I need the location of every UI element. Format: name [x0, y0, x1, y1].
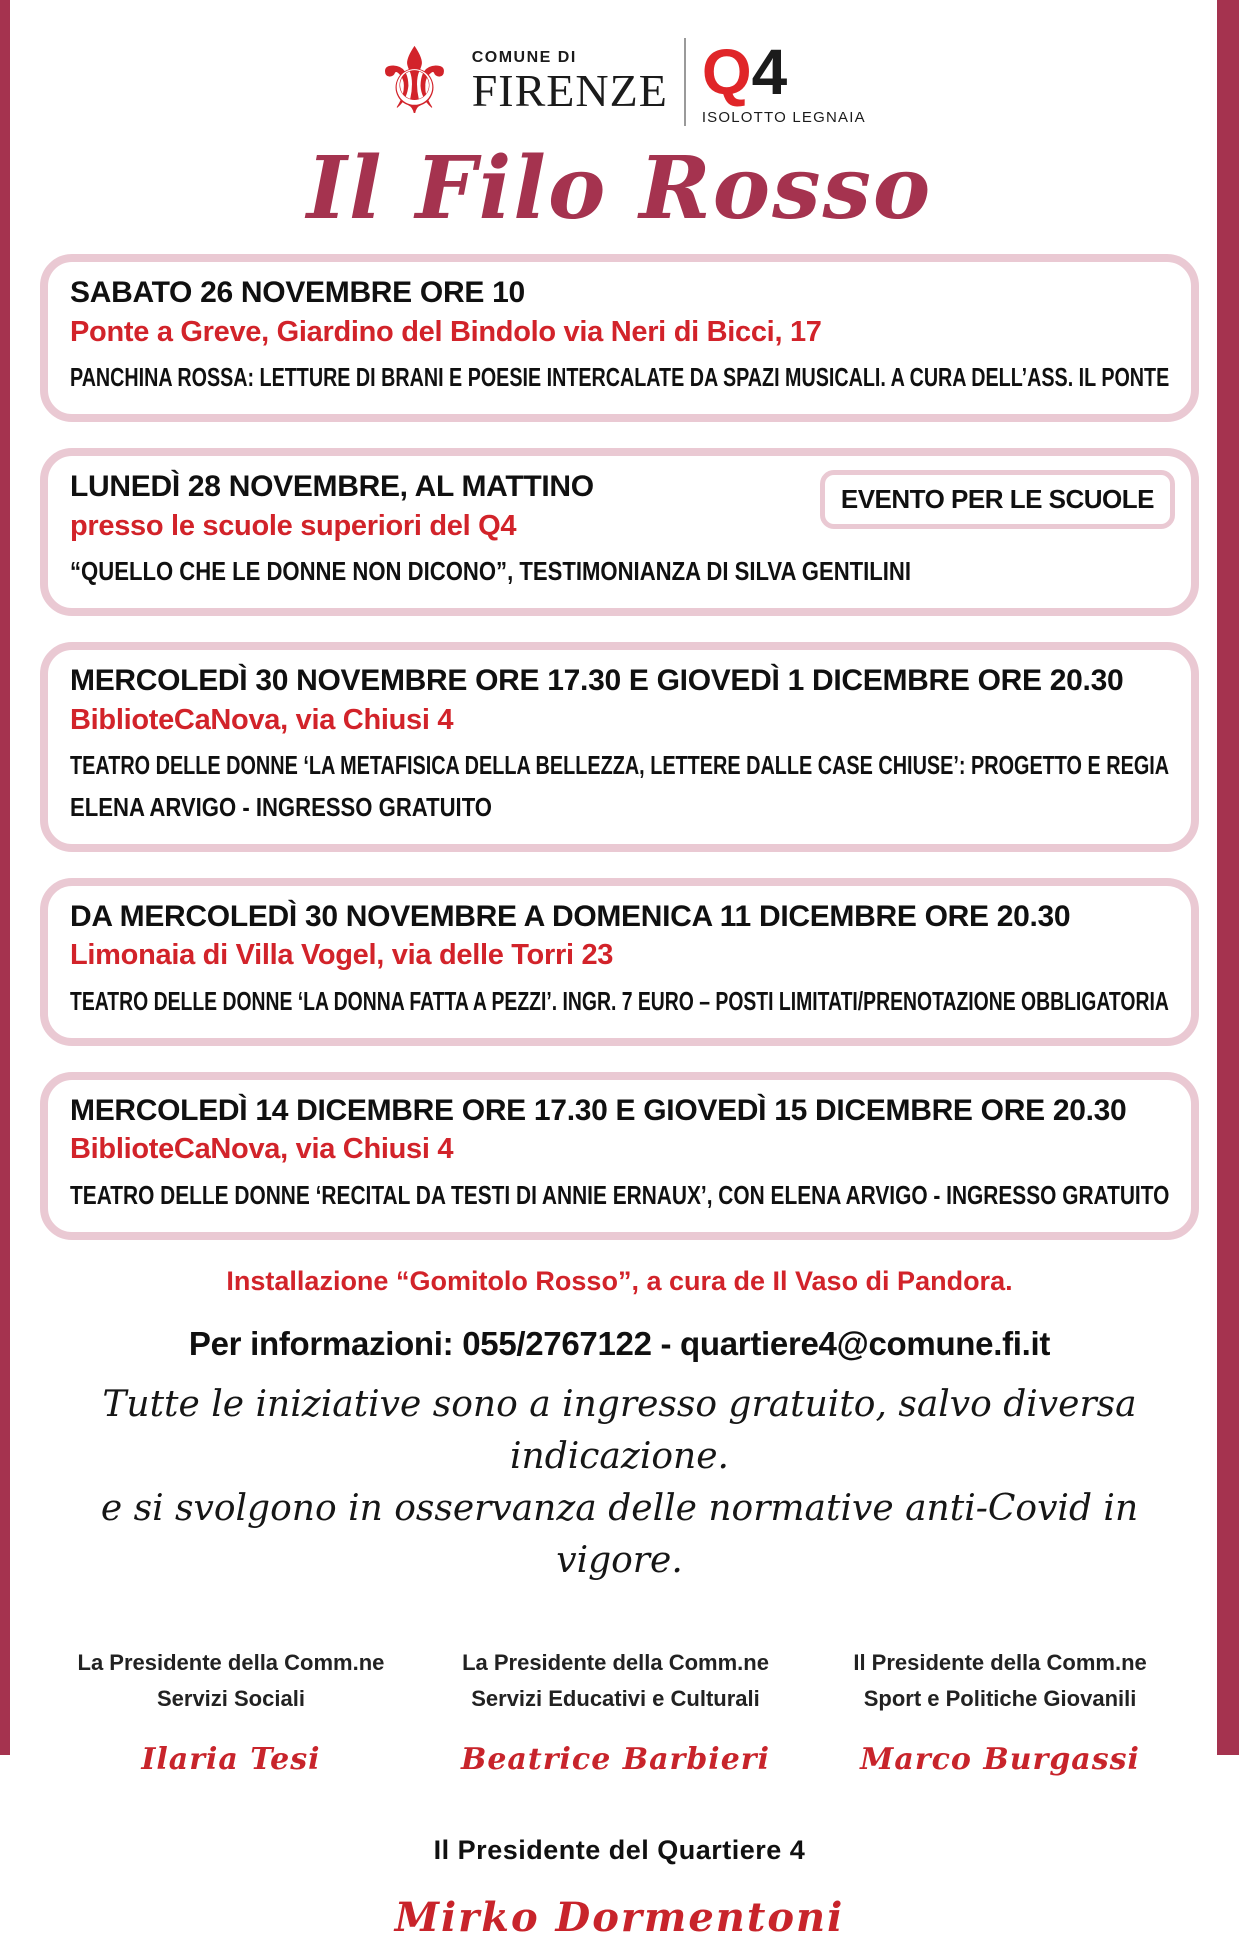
event-description-line: “QUELLO CHE LE DONNE NON DICONO”, TESTIMONIANZA DI SILVA GENTILINI [70, 555, 912, 586]
event-description [70, 550, 1169, 592]
event-location: presso le scuole superiori del Q4 [70, 509, 517, 542]
note-line-1: Tutte le iniziative sono a ingresso gratuito, salvo diversa indicazione. [102, 1383, 1137, 1477]
firenze-wordmark: FIRENZE [471, 65, 668, 116]
signature-role-line: La Presidente della Comm.ne [77, 1650, 385, 1676]
event-date: DA MERCOLEDÌ 30 NOVEMBRE A DOMENICA 11 DICEMBRE ORE 20.30 [70, 899, 1071, 933]
schools-event-badge: EVENTO PER LE SCUOLE [820, 470, 1175, 529]
event-location: BiblioteCaNova, via Chiusi 4 [70, 1133, 454, 1166]
event-description [70, 1174, 1169, 1216]
event-date: MERCOLEDÌ 30 NOVEMBRE ORE 17.30 E GIOVEDÌ 1 DICEMBRE ORE 20.30 [70, 664, 1124, 698]
event-description [70, 744, 1169, 828]
event-date: MERCOLEDÌ 14 DICEMBRE ORE 17.30 E GIOVEDÌ 15 DICEMBRE ORE 20.30 [70, 1093, 1127, 1127]
signature-role [50, 1645, 412, 1715]
logo-divider [684, 38, 686, 126]
signature-role-line: Servizi Educativi e Culturali [471, 1685, 760, 1711]
signature-name: Ilaria Tesi [141, 1741, 321, 1777]
installation-note: Installazione “Gomitolo Rosso”, a cura de Il Vaso di Pandora. [226, 1265, 1013, 1296]
event-description-line: TEATRO DELLE DONNE ‘RECITAL DA TESTI DI ANNIE ERNAUX’, CON ELENA ARVIGO - INGRESSO GRATUITO [70, 1179, 1170, 1210]
event-description [70, 980, 1169, 1022]
isolotto-legnaia-label: ISOLOTTO LEGNAIA [701, 108, 866, 126]
signature-role [435, 1645, 797, 1715]
event-description-line: PANCHINA ROSSA: LETTURE DI BRANI E POESIE INTERCALATE DA SPAZI MUSICALI. A CURA DELL’ASS. IL PONTE [70, 362, 1170, 393]
signature-sport-politiche [819, 1645, 1181, 1776]
event-description-line: TEATRO DELLE DONNE ‘LA METAFISICA DELLA BELLEZZA, LETTERE DALLE CASE CHIUSE’: PROGETTO E REGIA [70, 749, 1170, 780]
event-date: LUNEDÌ 28 NOVEMBRE, AL MATTINO [70, 470, 594, 504]
signature-role-line: Il Presidente della Comm.ne [853, 1650, 1147, 1676]
event-description-line: ELENA ARVIGO - INGRESSO GRATUITO [70, 791, 492, 822]
firenze-lily-icon: ⚜ [373, 31, 456, 133]
president-role: Il Presidente del Quartiere 4 [433, 1834, 806, 1865]
president-signature [40, 1835, 1199, 1941]
header-logo-row [40, 26, 1199, 138]
event-card-mercoledi-14-dicembre [40, 1072, 1199, 1240]
signature-servizi-sociali [50, 1645, 412, 1776]
event-location: Limonaia di Villa Vogel, via delle Torri 23 [70, 939, 614, 972]
event-description [70, 356, 1169, 398]
signature-name: Beatrice Barbieri [460, 1741, 770, 1777]
info-contact-line: Per informazioni: 055/2767122 - quartiere4@comune.fi.it [188, 1324, 1051, 1362]
event-card-mercoledi-30-novembre [40, 642, 1199, 852]
signature-role [819, 1645, 1181, 1715]
event-description-line: TEATRO DELLE DONNE ‘LA DONNA FATTA A PEZZI’. INGR. 7 EURO – POSTI LIMITATI/PRENOTAZIONE OBBLIGATORIA [70, 985, 1169, 1016]
event-card-lunedi-28-novembre [40, 448, 1199, 616]
event-location: Ponte a Greve, Giardino del Bindolo via Neri di Bicci, 17 [70, 315, 822, 348]
signature-role-line: Sport e Politiche Giovanili [863, 1685, 1137, 1711]
right-border-bar [1217, 0, 1239, 1755]
signature-role-line: La Presidente della Comm.ne [462, 1650, 769, 1676]
note-line-2: e si svolgono in osservanza delle normative anti-Covid in vigore. [100, 1488, 1139, 1582]
left-border-bar [0, 0, 10, 1755]
comune-di-label: COMUNE DI [471, 49, 577, 66]
q4-letter-q: Q [701, 35, 752, 108]
q4-number: 4 [751, 35, 788, 108]
signature-name: Marco Burgassi [860, 1741, 1140, 1777]
event-card-sabato-26-novembre [40, 254, 1199, 422]
comune-di-firenze-logo [472, 50, 668, 114]
general-notes [40, 1379, 1199, 1588]
signatures-row [50, 1645, 1181, 1776]
q4-logo [701, 35, 866, 126]
president-name: Mirko Dormentoni [394, 1893, 845, 1941]
event-date: SABATO 26 NOVEMBRE ORE 10 [70, 276, 525, 310]
page-title: Il Filo Rosso [306, 138, 933, 239]
event-location: BiblioteCaNova, via Chiusi 4 [70, 703, 454, 736]
event-card-da-mercoledi-30-novembre [40, 878, 1199, 1046]
signature-role-line: Servizi Sociali [156, 1685, 305, 1711]
flyer-content [10, 0, 1217, 1941]
signature-servizi-educativi [435, 1645, 797, 1776]
q4-wordmark [701, 35, 866, 108]
